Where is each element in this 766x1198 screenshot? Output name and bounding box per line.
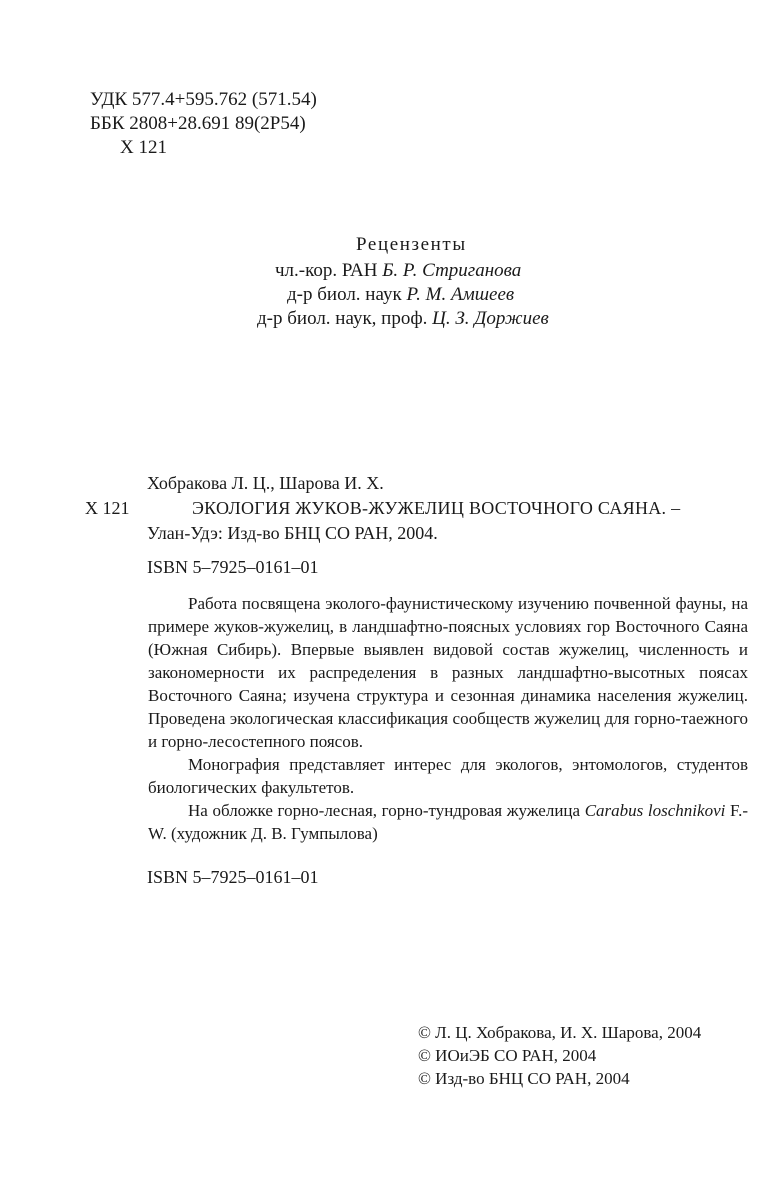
margin-mark: Х 121 [85,498,130,518]
bbk-code: ББК 2808+28.691 89(2Р54) [90,113,306,134]
author-mark: Х 121 [120,137,167,158]
annotation [148,592,748,845]
species-name: Carabus loschnikovi [584,801,726,820]
copyright-line: © ИОиЭБ СО РАН, 2004 [418,1046,597,1065]
annotation-paragraph-1: Работа посвящена эколого-фаунистическому изучению почвенной фауны, на примере жуков-жужелиц, в ландшафтно-поясных условиях гор Восточного Саяна (Южная Сибирь). Впервые выявлен видовой состав жужелиц, численность и закономерности их распределения в разных ландшафтно-высотных поясах Восточного Саяна; изучена структура и сезонная динамика населения жужелиц. Проведена экологическая классификация сообществ жужелиц для горно-таежного и горно-лесостепного поясов. [148,594,748,751]
reviewer-name: Ц. З. Доржиев [432,308,549,329]
reviewers-heading: Рецензенты [356,234,467,255]
book-title: ЭКОЛОГИЯ ЖУКОВ-ЖУЖЕЛИЦ ВОСТОЧНОГО САЯНА. – [192,498,681,518]
reviewer-1 [275,260,521,282]
annotation-paragraph-2: Монография представляет интерес для экологов, энтомологов, студентов биологических факультетов. [148,755,748,797]
isbn-top: ISBN 5–7925–0161–01 [147,557,319,577]
udk-code: УДК 577.4+595.762 (571.54) [90,89,317,110]
reviewer-name: Б. Р. Стриганова [382,260,522,281]
reviewer-2 [287,284,514,306]
authors: Хобракова Л. Ц., Шарова И. Х. [147,473,384,493]
reviewer-title: чл.-кор. РАН [275,260,383,281]
copyright-line: © Л. Ц. Хобракова, И. Х. Шарова, 2004 [418,1023,702,1042]
isbn-bottom: ISBN 5–7925–0161–01 [147,867,319,887]
imprint: Улан-Удэ: Изд-во БНЦ СО РАН, 2004. [147,523,438,543]
cover-note-end: F.-W. (художник Д. В. Гумпылова) [148,801,748,843]
reviewer-name: Р. М. Амшеев [406,284,515,305]
cover-note: На обложке горно-лесная, горно-тундровая жужелица [188,801,585,820]
reviewer-3 [257,308,549,330]
copyright-line: © Изд-во БНЦ СО РАН, 2004 [418,1069,630,1088]
reviewer-title: д-р биол. наук, проф. [257,308,433,329]
reviewer-title: д-р биол. наук [287,284,407,305]
annotation-paragraph-3 [148,799,748,845]
